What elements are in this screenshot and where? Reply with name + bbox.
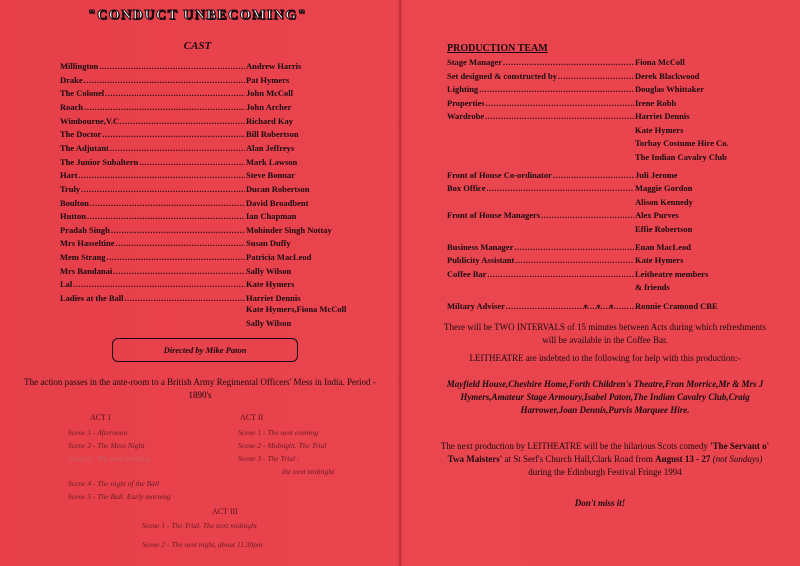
cast-role: The Adjutant bbox=[60, 142, 109, 153]
cast-actor: Steve Bonnar bbox=[246, 170, 295, 181]
cast-role: Mrs Hasseltine bbox=[60, 238, 115, 249]
cast-actor: John McColl bbox=[246, 88, 293, 99]
scene-line: Scene 3 - The Trial : bbox=[238, 454, 300, 463]
cast-role: Truly bbox=[60, 183, 81, 194]
next-dates: August 13 - 27 bbox=[655, 454, 711, 464]
scene-line: Scene 5 - The Ball. Early morning bbox=[68, 492, 171, 501]
dont-miss-it: Don't miss it! bbox=[574, 498, 626, 508]
cast-row bbox=[60, 293, 346, 303]
cast-row bbox=[60, 238, 346, 248]
production-team-heading: PRODUCTION TEAM bbox=[447, 43, 548, 54]
next-title: 'The Servant o' Twa Maisters' bbox=[447, 441, 770, 464]
play-title: "CONDUCT UNBECOMING" bbox=[87, 8, 308, 23]
cast-row bbox=[60, 129, 346, 139]
cast-role: Mem Strang bbox=[60, 252, 106, 263]
leader-dots bbox=[81, 184, 245, 194]
cast-actor: David Broadbent bbox=[246, 197, 309, 208]
leader-dots bbox=[84, 102, 245, 112]
cast-row bbox=[60, 170, 346, 180]
team-member-name: & friends bbox=[635, 282, 670, 293]
team-row bbox=[447, 111, 635, 121]
cast-role: Wimbourne,V.C. bbox=[60, 115, 122, 126]
team-role: Front of House Managers bbox=[447, 210, 541, 221]
scene-line: Scene 3 - The next morning bbox=[68, 454, 151, 463]
leader-dots bbox=[485, 111, 634, 121]
team-role: Front of House Co-ordinator bbox=[447, 169, 552, 180]
cast-extra-line: Sally Wilson bbox=[246, 318, 292, 328]
team-row bbox=[447, 269, 635, 279]
team-role: Publicity Assistant bbox=[447, 255, 515, 266]
cast-row bbox=[60, 266, 346, 276]
team-member-name: Maggie Gordon bbox=[635, 183, 693, 194]
team-member-name: Derek Blackwood bbox=[635, 70, 700, 81]
leader-dots bbox=[102, 129, 245, 139]
cast-row bbox=[60, 157, 346, 167]
team-member-name: Euan MacLeod bbox=[635, 241, 691, 252]
center-fold bbox=[399, 0, 401, 566]
cast-role: Roach bbox=[60, 101, 84, 112]
indebted-note: LEITHEATRE are indebted to the following for help with this production:- bbox=[469, 353, 741, 363]
team-member-name: The Indian Cavalry Club bbox=[635, 151, 727, 162]
cast-actor: Alan Jeffreys bbox=[246, 142, 295, 153]
scene-line: Scene 4 - The night of the Ball bbox=[68, 479, 160, 488]
leader-dots bbox=[515, 255, 634, 265]
leader-dots bbox=[486, 98, 634, 108]
cast-row bbox=[60, 198, 346, 208]
leader-dots bbox=[107, 252, 245, 262]
cast-role: Mrs Bandanai bbox=[60, 265, 113, 276]
team-member-name: Juli Jerome bbox=[635, 169, 678, 180]
scene-line: Scene 2 - The Mess Night bbox=[68, 441, 145, 450]
leader-dots bbox=[87, 211, 245, 221]
cast-role: Hutton bbox=[60, 211, 86, 222]
cast-row bbox=[60, 102, 346, 112]
team-member-name: Irene Robb bbox=[635, 97, 677, 108]
next-mid: at St Serf's Church Hall,Clark Road from bbox=[502, 454, 656, 464]
team-row bbox=[447, 71, 635, 81]
cast-actor: Pat Hymers bbox=[246, 74, 290, 85]
cast-row bbox=[60, 252, 346, 262]
team-row bbox=[447, 255, 635, 265]
team-member-name: Harriet Dennis bbox=[635, 111, 690, 121]
leader-dots bbox=[111, 225, 245, 235]
cast-actor: Mark Lawson bbox=[246, 156, 298, 167]
team-row bbox=[447, 242, 635, 252]
cast-actor: Susan Duffy bbox=[246, 238, 291, 249]
cast-extra-line: Kate Hymers,Fiona McColl bbox=[246, 304, 347, 314]
cast-row bbox=[60, 75, 346, 85]
cast-row bbox=[60, 116, 346, 126]
acknowledgements: Mayfield House,Cheshire Home,Forth Children's Theatre,Fran Morrice,Mr & Mrs J Hymers,Amateur Stage Armoury,Isabel Paton,The Indian Cavalry Club,Craig Harrower,Joan Dennis,Purvis Marquee Hire. bbox=[446, 379, 764, 415]
cast-row bbox=[60, 61, 346, 71]
cast-role: Pradah Singh bbox=[60, 224, 110, 235]
leader-dots bbox=[84, 75, 245, 85]
next-suffix: during the Edinburgh Festival Fringe 1994 bbox=[528, 467, 682, 477]
separator-stars: * * * bbox=[583, 303, 617, 313]
scene-line: Scene 1 - The next evening bbox=[238, 428, 319, 437]
setting-description: The action passes in the ante-room to a British Army Regimental Officers' Mess in India. Period - 1890's bbox=[24, 377, 376, 400]
cast-row bbox=[60, 184, 346, 194]
cast-row bbox=[60, 279, 346, 289]
leader-dots bbox=[105, 88, 245, 98]
leader-dots bbox=[122, 116, 245, 126]
team-row bbox=[447, 98, 635, 108]
cast-role: Millington bbox=[60, 61, 99, 71]
team-role: Miltary Adviser bbox=[447, 300, 505, 311]
next-not-sundays: (not Sundays) bbox=[710, 454, 763, 464]
leader-dots bbox=[139, 157, 245, 167]
cast-role: The Colonel bbox=[60, 88, 105, 99]
team-member-name: Kate Hymers bbox=[635, 255, 684, 266]
leader-dots bbox=[541, 210, 634, 220]
team-row bbox=[447, 57, 635, 67]
act-heading: ACT III bbox=[212, 507, 238, 516]
team-row bbox=[447, 170, 635, 180]
leader-dots bbox=[90, 198, 245, 208]
team-member-name: Leitheatre members bbox=[635, 268, 709, 279]
cast-actor: Kate Hymers bbox=[246, 279, 295, 290]
cast-role: Lal bbox=[60, 279, 73, 290]
team-role: Properties bbox=[447, 97, 485, 108]
leader-dots bbox=[110, 143, 245, 153]
team-member-name: Douglas Whittaker bbox=[635, 84, 705, 94]
leader-dots bbox=[73, 279, 245, 289]
scene-line: Scene 1 - Afternoon bbox=[68, 428, 128, 437]
cast-actor: Mohinder Singh Nottay bbox=[246, 224, 332, 235]
team-role: Box Office bbox=[447, 183, 486, 194]
leader-dots bbox=[479, 84, 634, 94]
cast-role: Ladies at the Ball bbox=[60, 293, 124, 304]
team-role: Business Manager bbox=[447, 241, 514, 252]
next-prefix: The next production by LEITHEATRE will be the hilarious Scots comedy bbox=[440, 441, 711, 451]
scene-line: the next midnight bbox=[282, 467, 335, 476]
cast-heading: CAST bbox=[183, 40, 212, 52]
scene-line: Scene 2 - The next night, about 11.30pm bbox=[142, 540, 263, 549]
cast-actor: Bill Robertson bbox=[246, 129, 299, 140]
cast-actor: John Archer bbox=[246, 101, 292, 112]
cast-role: The Doctor bbox=[60, 129, 102, 140]
intervals-note: There will be TWO INTERVALS of 15 minutes between Acts during which refreshments will be available in the Coffee Bar. bbox=[444, 322, 766, 345]
leader-dots bbox=[503, 57, 634, 67]
cast-actor: Harriet Dennis bbox=[246, 293, 301, 304]
leader-dots bbox=[116, 238, 245, 248]
cast-role: Hart bbox=[60, 170, 78, 181]
team-member-name: Torbay Costume Hire Co. bbox=[635, 138, 729, 148]
cast-role: Boulton bbox=[60, 197, 89, 208]
leader-dots bbox=[514, 242, 634, 252]
leader-dots bbox=[125, 293, 245, 303]
team-role: Set designed & constructed by bbox=[447, 70, 558, 81]
leader-dots bbox=[558, 71, 634, 81]
cast-row bbox=[60, 225, 346, 235]
team-role: Wardrobe bbox=[447, 111, 485, 121]
team-member-name: Alison Kennedy bbox=[635, 196, 693, 207]
cast-actor: Ducan Robertson bbox=[246, 183, 310, 194]
director-credit: Directed by Mike Paton bbox=[163, 345, 247, 355]
leader-dots bbox=[487, 269, 634, 279]
team-member-name: Alex Purves bbox=[635, 210, 679, 221]
cast-row bbox=[60, 211, 346, 221]
leader-dots bbox=[486, 183, 634, 193]
director-box bbox=[112, 338, 298, 362]
cast-row bbox=[60, 88, 346, 98]
team-member-name: Fiona McColl bbox=[635, 57, 685, 67]
leader-dots bbox=[553, 170, 634, 180]
leader-dots bbox=[78, 170, 245, 180]
act-heading: ACT II bbox=[240, 413, 264, 422]
cast-actor: Ian Chapman bbox=[246, 211, 297, 222]
cast-actor: Patricia MacLeod bbox=[246, 252, 312, 263]
cast-actor: Andrew Harris bbox=[246, 61, 302, 71]
team-row bbox=[447, 84, 635, 94]
team-role: Coffee Bar bbox=[447, 268, 487, 279]
team-member-name: Kate Hymers bbox=[635, 124, 684, 135]
team-member-name: Ronnie Cramond CBE bbox=[635, 300, 718, 311]
cast-row bbox=[60, 143, 346, 153]
team-row bbox=[447, 183, 635, 193]
next-production-note bbox=[440, 440, 770, 479]
scene-line: Scene 2 - Midnight. The Trial bbox=[238, 441, 327, 450]
scene-line: Scene 1 - The Trial. The next midnight bbox=[142, 521, 257, 530]
act-heading: ACT I bbox=[90, 413, 111, 422]
team-role: Stage Manager bbox=[447, 57, 503, 67]
team-row bbox=[447, 210, 635, 220]
team-role: Lighting bbox=[447, 84, 479, 94]
cast-role: Drake bbox=[60, 74, 83, 85]
leader-dots bbox=[99, 61, 245, 71]
cast-role: The Junior Subaltern bbox=[60, 156, 139, 167]
team-member-name: Effie Robertson bbox=[635, 223, 693, 234]
cast-actor: Sally Wilson bbox=[246, 265, 292, 276]
leader-dots bbox=[113, 266, 245, 276]
cast-actor: Richard Kay bbox=[246, 115, 293, 126]
